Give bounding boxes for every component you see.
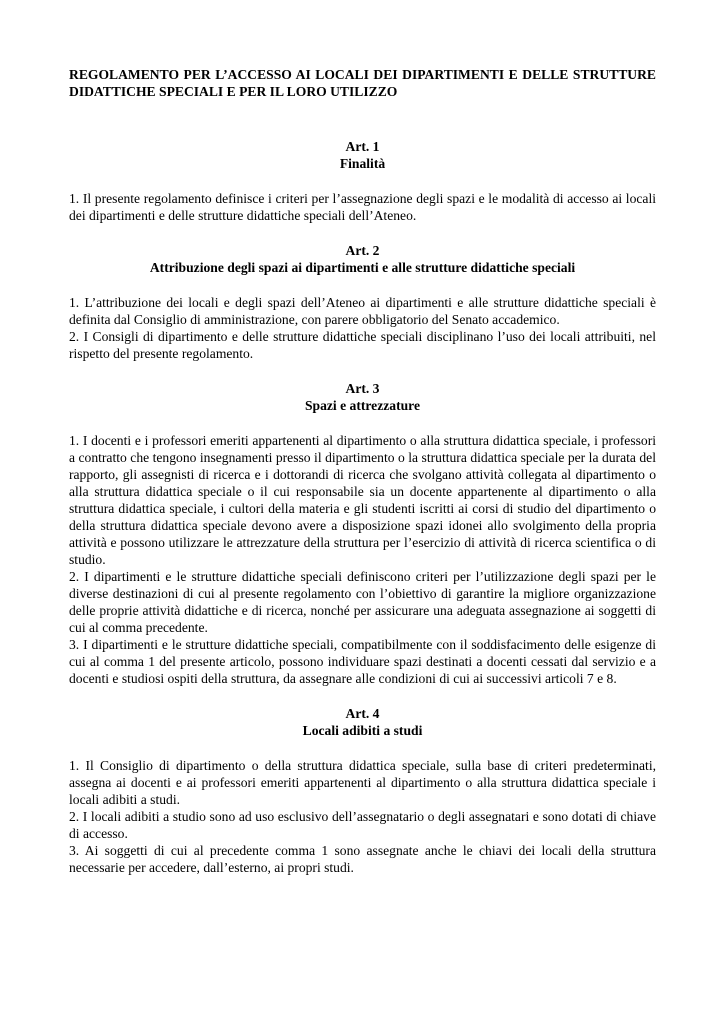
paragraph: 2. I Consigli di dipartimento e delle strutture didattiche speciali disciplinano l’uso dei locali attribuiti, nel rispetto del presente regolamento. bbox=[69, 329, 656, 361]
article-4 bbox=[69, 705, 656, 876]
document-title: REGOLAMENTO PER L’ACCESSO AI LOCALI DEI DIPARTIMENTI E DELLE STRUTTURE DIDATTICHE SPECIALI E PER IL LORO UTILIZZO bbox=[69, 67, 656, 99]
paragraph: 1. Il presente regolamento definisce i criteri per l’assegnazione degli spazi e le modalità di accesso ai locali dei dipartimenti e delle strutture didattiche speciali dell’Ateneo. bbox=[69, 191, 656, 223]
article-header bbox=[69, 705, 656, 739]
article-header bbox=[69, 242, 656, 276]
paragraph: 1. L’attribuzione dei locali e degli spazi dell’Ateneo ai dipartimenti e alle strutture didattiche speciali è definita dal Consiglio di amministrazione, con parere obbligatorio del Senato accademico. bbox=[69, 295, 656, 327]
paragraph: 2. I locali adibiti a studio sono ad uso esclusivo dell’assegnatario o degli assegnatari e sono dotati di chiave di accesso. bbox=[69, 809, 656, 841]
article-2 bbox=[69, 242, 656, 362]
article-number: Art. 2 bbox=[345, 243, 380, 258]
article-1 bbox=[69, 138, 656, 224]
article-heading: Locali adibiti a studi bbox=[302, 723, 423, 738]
article-number: Art. 3 bbox=[345, 381, 380, 396]
article-header bbox=[69, 138, 656, 172]
paragraph: 3. I dipartimenti e le strutture didattiche speciali, compatibilmente con il soddisfacimento delle esigenze di cui al comma 1 del presente articolo, possono individuare spazi destinati a docenti cessati dal servizio e a docenti e studiosi ospiti della struttura, da assegnare alle condizioni di cui ai successivi articoli 7 e 8. bbox=[69, 637, 656, 686]
article-body bbox=[69, 190, 656, 224]
article-number: Art. 1 bbox=[345, 139, 380, 154]
article-body bbox=[69, 432, 656, 687]
article-header bbox=[69, 380, 656, 414]
paragraph: 1. I docenti e i professori emeriti appartenenti al dipartimento o alla struttura didattica speciale, i professori a contratto che tengono insegnamenti presso il dipartimento o la struttura didattica speciale per la durata del rapporto, gli assegnisti di ricerca e i dottorandi di ricerca che svolgano attività collegata al dipartimento o alla struttura didattica speciale o il cui responsabile sia un docente appartenente al dipartimento o alla struttura didattica speciale, i cultori della materia e gli studenti iscritti ai corsi di studio del dipartimento o della struttura didattica speciale devono avere a disposizione spazi idonei allo svolgimento della propria attività e possono utilizzare le attrezzature della struttura per l’esercizio di attività di ricerca scientifica o di studio. bbox=[69, 433, 656, 567]
article-3 bbox=[69, 380, 656, 687]
article-heading: Attribuzione degli spazi ai dipartimenti e alle strutture didattiche speciali bbox=[149, 260, 576, 275]
article-heading: Spazi e attrezzature bbox=[304, 398, 420, 413]
paragraph: 3. Ai soggetti di cui al precedente comma 1 sono assegnate anche le chiavi dei locali della struttura necessarie per accedere, dall’esterno, ai propri studi. bbox=[69, 843, 656, 875]
article-heading: Finalità bbox=[339, 156, 386, 171]
article-body bbox=[69, 757, 656, 876]
paragraph: 1. Il Consiglio di dipartimento o della struttura didattica speciale, sulla base di criteri predeterminati, assegna ai docenti e ai professori emeriti appartenenti al dipartimento o alla struttura didattica speciale i locali adibiti a studi. bbox=[69, 758, 656, 807]
article-body bbox=[69, 294, 656, 362]
article-number: Art. 4 bbox=[345, 706, 380, 721]
paragraph: 2. I dipartimenti e le strutture didattiche speciali definiscono criteri per l’utilizzazione degli spazi per le diverse destinazioni di cui al presente regolamento con l’obiettivo di garantire la migliore organizzazione delle proprie attività didattiche e di ricerca, nonché per assicurare una adeguata assegnazione ai soggetti di cui al comma precedente. bbox=[69, 569, 656, 635]
